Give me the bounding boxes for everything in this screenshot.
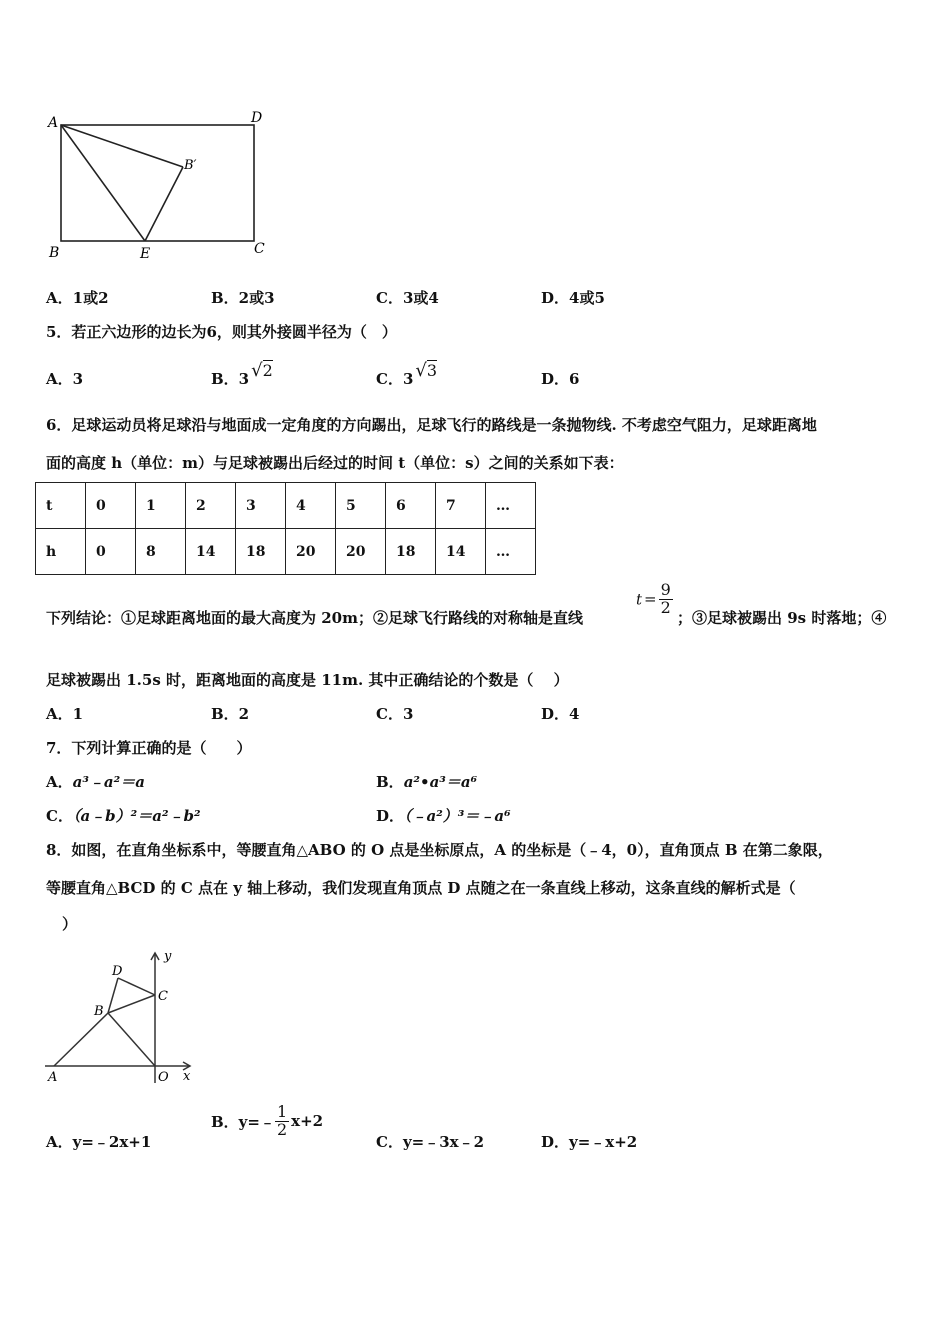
table-cell: t (36, 483, 86, 529)
table-cell: … (486, 483, 536, 529)
q7-option-a-expr: a³﹣a²＝a (72, 773, 145, 791)
q6-option-b[interactable]: B．2 (211, 705, 250, 723)
table-row (36, 529, 536, 575)
q4-rectangle-figure (40, 105, 280, 265)
q6-stem-line2: 面的高度 h（单位：m）与足球被踢出后经过的时间 t（单位：s）之间的关系如下表： (46, 454, 624, 472)
q5-option-d[interactable]: D．6 (541, 370, 580, 388)
table-cell: 18 (236, 529, 286, 575)
q6-option-d[interactable]: D．4 (541, 705, 580, 723)
table-cell: 2 (186, 483, 236, 529)
table-cell: 6 (386, 483, 436, 529)
q6-option-a[interactable]: A．1 (46, 705, 84, 723)
table-cell: 0 (86, 529, 136, 575)
q4-option-d[interactable]: D．4或5 (541, 289, 605, 307)
axis-num: 9 (660, 580, 671, 599)
q7-stem: 7．下列计算正确的是（ ） (46, 739, 252, 757)
label-c: C (158, 989, 168, 1004)
q8-option-b-den: 2 (276, 1119, 288, 1139)
q8-option-b-fraction (275, 1104, 289, 1139)
segment-ab-prime (61, 125, 183, 167)
label-b: B (94, 1004, 104, 1019)
label-x: x (183, 1069, 191, 1084)
segment-eb-prime (145, 167, 183, 241)
q4-option-a[interactable]: A．1或2 (46, 289, 109, 307)
table-cell: … (486, 529, 536, 575)
segment-ae (61, 125, 145, 241)
label-c: C (254, 241, 265, 257)
q8-option-b-num: 1 (276, 1102, 288, 1121)
q6-conclusions-part1: 下列结论：①足球距离地面的最大高度为 20m；②足球飞行路线的对称轴是直线 (46, 609, 583, 627)
q7-option-b-expr: a²•a³＝a⁶ (403, 773, 478, 791)
q8-option-a[interactable]: A．y=﹣2x+1 (46, 1133, 152, 1151)
axis-var: t (636, 590, 643, 609)
q7-option-c-expr: （a﹣b）²＝a²﹣b² (72, 807, 201, 825)
axis-fraction (659, 582, 673, 617)
q5-option-c-radicand: 3 (426, 361, 438, 380)
q5-option-a[interactable]: A．3 (46, 370, 84, 388)
segment-bc (108, 995, 155, 1013)
q5-option-b-radicand: 2 (262, 361, 273, 380)
q7-option-b[interactable] (376, 771, 477, 792)
q6-conclusions-part2: ；③足球被踢出 9s 时落地；④ (677, 609, 887, 627)
q7-option-a[interactable] (46, 771, 145, 792)
table-cell: 4 (286, 483, 336, 529)
table-cell: 7 (436, 483, 486, 529)
q4-option-b[interactable]: B．2或3 (211, 289, 275, 307)
q6-data-table (35, 482, 536, 575)
q8-stem-line1: 8．如图，在直角坐标系中，等腰直角△ABO 的 O 点是坐标原点，A 的坐标是（﹣4，0），直角顶点 B 在第二象限， (46, 841, 833, 859)
q7-option-b-label: B． (376, 773, 404, 791)
label-d: D (251, 110, 263, 126)
q6-stem-line1: 6．足球运动员将足球沿与地面成一定角度的方向踢出，足球飞行的路线是一条抛物线. 不考虑空气阻力，足球距离地 (46, 416, 817, 434)
q8-option-b-prefix: B．y=﹣ (211, 1112, 275, 1131)
axis-eq: = (644, 590, 657, 609)
table-cell: h (36, 529, 86, 575)
table-cell: 0 (86, 483, 136, 529)
q7-option-d-expr: （﹣a²）³＝﹣a⁶ (404, 807, 511, 825)
table-cell: 1 (136, 483, 186, 529)
table-cell: 18 (386, 529, 436, 575)
q7-option-c[interactable] (46, 805, 201, 826)
label-a: A (48, 115, 59, 131)
q5-option-b[interactable] (211, 360, 273, 389)
table-cell: 20 (286, 529, 336, 575)
segment-bd (108, 978, 118, 1013)
label-y: y (164, 949, 172, 964)
sqrt-icon: √3 (415, 360, 438, 381)
q8-stem-line2: 等腰直角△BCD 的 C 点在 y 轴上移动，我们发现直角顶点 D 点随之在一条直线上移动，这条直线的解析式是（ (46, 879, 796, 897)
label-a: A (48, 1070, 58, 1085)
rect-abcd (61, 125, 254, 241)
q7-option-c-label: C． (46, 807, 73, 825)
label-b: B (49, 245, 60, 261)
table-cell: 5 (336, 483, 386, 529)
q5-option-c[interactable] (376, 360, 438, 389)
q6-option-c[interactable]: C．3 (376, 705, 414, 723)
table-cell: 8 (136, 529, 186, 575)
label-d: D (112, 964, 123, 979)
q7-option-a-label: A． (46, 773, 73, 791)
q8-option-b-suffix: x+2 (291, 1112, 324, 1131)
table-cell: 14 (436, 529, 486, 575)
table-row (36, 483, 536, 529)
label-e: E (140, 246, 151, 262)
segment-dc (118, 978, 155, 995)
q7-option-d[interactable] (376, 805, 511, 826)
axis-den: 2 (660, 597, 671, 617)
segment-ab (54, 1013, 108, 1066)
label-o: O (158, 1070, 169, 1085)
q5-option-c-prefix: C．3 (376, 370, 414, 388)
q8-option-c[interactable]: C．y=﹣3x﹣2 (376, 1133, 485, 1151)
table-cell: 14 (186, 529, 236, 575)
q6-conclusions-line2: 足球被踢出 1.5s 时，距离地面的高度是 11m. 其中正确结论的个数是（ ） (46, 671, 569, 689)
q6-axis-equation (636, 582, 673, 617)
q8-option-d[interactable]: D．y=﹣x+2 (541, 1133, 638, 1151)
q8-option-b[interactable] (211, 1104, 323, 1139)
label-b-prime: B′ (184, 158, 197, 173)
q8-stem-line3: ） (62, 915, 78, 933)
table-cell: 20 (336, 529, 386, 575)
segment-bo (108, 1013, 155, 1066)
q4-option-c[interactable]: C．3或4 (376, 289, 439, 307)
table-cell: 3 (236, 483, 286, 529)
q7-option-d-label: D． (376, 807, 405, 825)
q5-stem: 5．若正六边形的边长为6，则其外接圆半径为（ ） (46, 323, 397, 341)
sqrt-icon: √2 (251, 360, 273, 381)
q5-option-b-prefix: B．3 (211, 370, 250, 388)
q8-coordinate-figure (40, 945, 205, 1090)
